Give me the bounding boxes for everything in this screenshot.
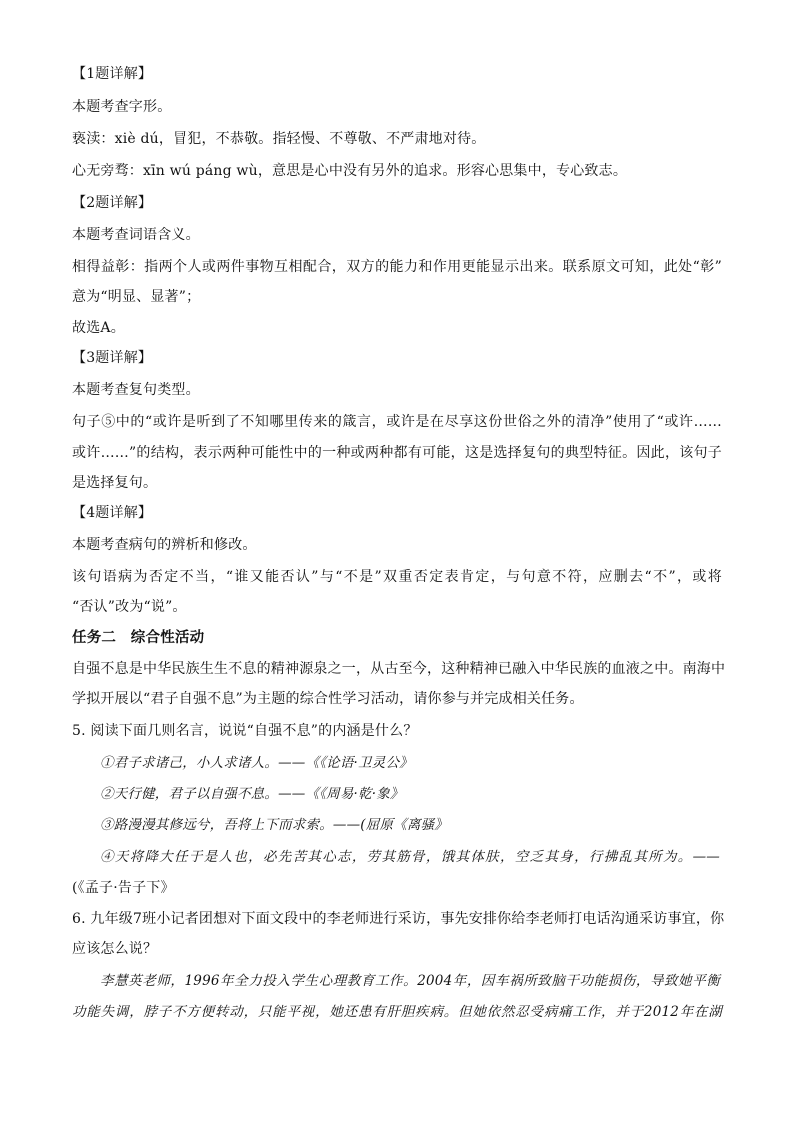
quote-1: ①君子求诸己，小人求诸人。——《《论语·卫灵公》 — [100, 755, 413, 771]
question-6: 6. 九年级7班小记者团想对下面文段中的李老师进行采访，事先安排你给李老师打电话沟通采访事宜，你 — [72, 911, 725, 927]
paragraph-line: 相得益彰：指两个人或两件事物互相配合，双方的能力和作用更能显示出来。联系原文可知，此处“彰” — [72, 259, 722, 275]
paragraph-line: 本题考查字形。 — [72, 99, 172, 115]
paragraph-line: 学拟开展以“君子自强不息”为主题的综合性学习活动，请你参与并完成相关任务。 — [72, 691, 584, 707]
quote-2: ②天行健，君子以自强不息。——《《周易·乾·象》 — [100, 786, 404, 802]
paragraph-line: 或许……”的结构，表示两种可能性中的一种或两种都有可能，这是选择复句的典型特征。因此，该句子 — [72, 445, 722, 461]
passage-line: 李慧英老师，1996年全力投入学生心理教育工作。2004年，因车祸所致脑干功能损伤，导致她平衡 — [100, 973, 720, 989]
passage-line: 功能失调，脖子不方便转动，只能平视，她还患有肝胆疾病。但她依然忍受病痛工作，并于2012年在湖 — [72, 1004, 722, 1020]
heading-q1-detail: 【1题详解】 — [72, 66, 153, 82]
quote-3: ③路漫漫其修远兮，吾将上下而求索。——(屈原《离骚》 — [100, 817, 448, 833]
quote-4: ④天将降大任于是人也，必先苦其心志，劳其筋骨，饿其体肤，空乏其身，行拂乱其所为。—— — [100, 849, 720, 865]
paragraph-line: 本题考查复句类型。 — [72, 382, 200, 398]
paragraph-line: “否认”改为“说”。 — [72, 599, 187, 615]
paragraph-line: 意为“明显、显著”； — [72, 289, 201, 305]
paragraph-line: 自强不息是中华民族生生不息的精神源泉之一，从古至今，这种精神已融入中华民族的血液之中。南海中 — [72, 661, 726, 677]
paragraph-line: 亵渎：xiè dú，冒犯，不恭敬。指轻慢、不尊敬、不严肃地对待。 — [72, 131, 486, 147]
heading-q3-detail: 【3题详解】 — [72, 350, 153, 366]
question-5: 5. 阅读下面几则名言，说说“自强不息”的内涵是什么？ — [72, 723, 418, 739]
heading-q2-detail: 【2题详解】 — [72, 195, 153, 211]
paragraph-line: 故选A。 — [72, 320, 125, 336]
paragraph-line: 是选择复句。 — [72, 475, 158, 491]
section-title-task-two: 任务二 综合性活动 — [72, 630, 205, 646]
paragraph-line: 句子⑤中的“或许是听到了不知哪里传来的箴言，或许是在尽享这份世俗之外的清净”使用了“或许…… — [72, 414, 722, 430]
paragraph-line: 本题考查词语含义。 — [72, 227, 200, 243]
paragraph-line: 该句语病为否定不当，“谁又能否认”与“不是”双重否定表肯定，与句意不符，应删去“不”，或将 — [72, 569, 722, 585]
paragraph-line: 本题考查病句的辨析和修改。 — [72, 537, 257, 553]
quote-4-source: (《孟子·告子下》 — [72, 880, 175, 896]
paragraph-line: 应该怎么说？ — [72, 941, 158, 957]
paragraph-line: 心无旁骛：xīn wú páng wù，意思是心中没有另外的追求。形容心思集中，专心致志。 — [72, 163, 628, 179]
heading-q4-detail: 【4题详解】 — [72, 505, 153, 521]
